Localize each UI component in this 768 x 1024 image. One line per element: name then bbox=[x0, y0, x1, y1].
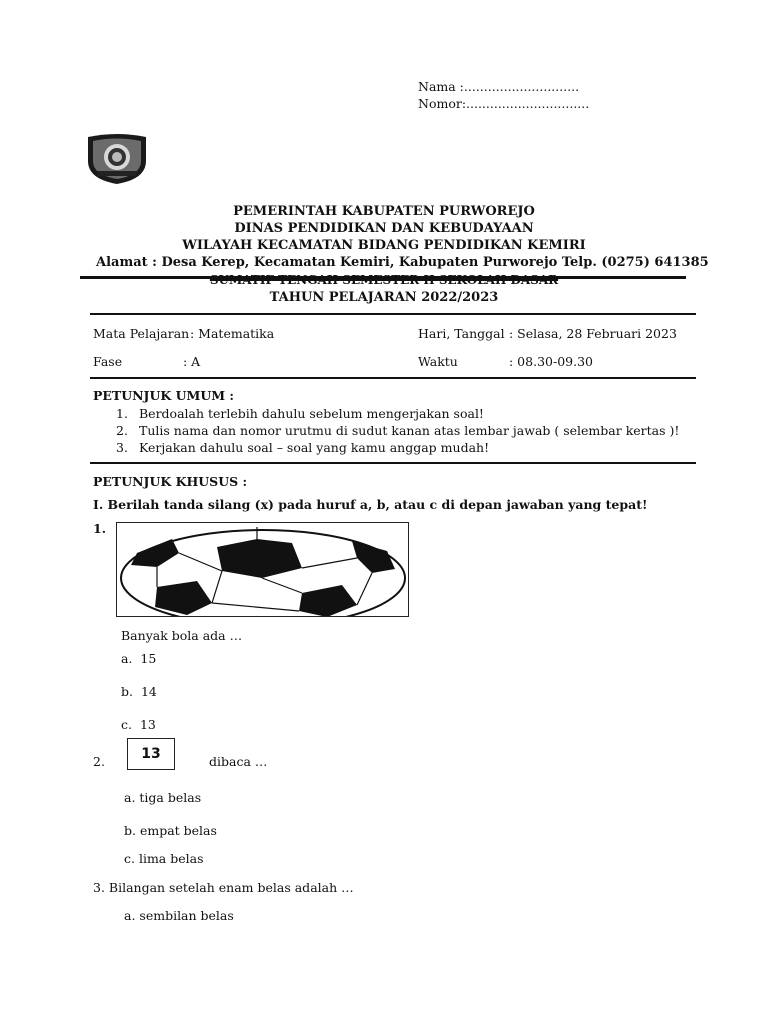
nomor-label: Nomor bbox=[418, 96, 462, 111]
q3-text: 3. Bilangan setelah enam belas adalah … bbox=[93, 880, 354, 895]
info-top-divider bbox=[90, 313, 696, 315]
petunjuk-umum-item-3: Kerjakan dahulu soal – soal yang kamu anggap mudah! bbox=[139, 440, 490, 455]
header-address: Alamat : Desa Kerep, Kecamatan Kemiri, Kabupaten Purworejo Telp. (0275) 641385 bbox=[96, 255, 709, 270]
header-line-2: DINAS PENDIDIKAN DAN KEBUDAYAAN bbox=[234, 221, 534, 236]
fase-value: : A bbox=[183, 354, 201, 369]
header-line-3: WILAYAH KECAMATAN BIDANG PENDIDIKAN KEMIRI bbox=[182, 238, 586, 253]
nomor-dots[interactable]: :............................... bbox=[461, 96, 590, 111]
q1-text: Banyak bola ada … bbox=[121, 628, 243, 643]
petunjuk-umum-num-1: 1. bbox=[116, 406, 128, 421]
q1-option-b-text: 14 bbox=[140, 684, 157, 699]
mapel-label: Mata Pelajaran bbox=[93, 326, 190, 341]
nama-label: Nama bbox=[418, 79, 456, 94]
nama-dots[interactable]: :............................. bbox=[455, 79, 580, 94]
q1-number: 1. bbox=[93, 521, 107, 536]
q1-option-a-text: 15 bbox=[140, 651, 157, 666]
petunjuk-khusus-title: PETUNJUK KHUSUS : bbox=[93, 474, 248, 489]
header-line-1: PEMERINTAH KABUPATEN PURWOREJO bbox=[233, 204, 535, 219]
q2-number: 2. bbox=[93, 754, 105, 769]
fase-label: Fase bbox=[93, 354, 123, 369]
q2-option-b[interactable]: b. empat belas bbox=[124, 823, 217, 838]
petunjuk-divider bbox=[90, 462, 696, 464]
q2-option-c[interactable]: c. lima belas bbox=[124, 851, 204, 866]
info-bottom-divider bbox=[90, 377, 696, 379]
soccer-ball-image bbox=[116, 522, 409, 617]
hari-label: Hari, Tanggal bbox=[418, 326, 505, 341]
mapel-value: : Matematika bbox=[190, 326, 275, 341]
petunjuk-umum-title: PETUNJUK UMUM : bbox=[93, 388, 235, 403]
q1-option-a-letter: a. bbox=[121, 651, 133, 666]
nomor-line bbox=[418, 96, 589, 111]
q2-text: dibaca … bbox=[209, 754, 268, 769]
q1-option-a[interactable] bbox=[121, 651, 156, 666]
petunjuk-umum-item-2: Tulis nama dan nomor urutmu di sudut kanan atas lembar jawab ( selembar kertas )! bbox=[139, 423, 680, 438]
petunjuk-umum-item-1: Berdoalah terlebih dahulu sebelum mengerjakan soal! bbox=[139, 406, 484, 421]
petunjuk-umum-num-2: 2. bbox=[116, 423, 128, 438]
waktu-value: : 08.30-09.30 bbox=[509, 354, 593, 369]
q1-option-c-letter: c. bbox=[121, 717, 132, 732]
q3-option-a[interactable]: a. sembilan belas bbox=[124, 908, 234, 923]
hari-value: : Selasa, 28 Februari 2023 bbox=[509, 326, 677, 341]
q1-option-b-letter: b. bbox=[121, 684, 133, 699]
q1-option-c-text: 13 bbox=[139, 717, 156, 732]
section-I-instruction: I. Berilah tanda silang (x) pada huruf a, b, atau c di depan jawaban yang tepat! bbox=[93, 497, 648, 512]
academic-year: TAHUN PELAJARAN 2022/2023 bbox=[269, 290, 499, 305]
waktu-label: Waktu bbox=[418, 354, 458, 369]
q2-option-a[interactable]: a. tiga belas bbox=[124, 790, 202, 805]
regency-emblem-icon bbox=[84, 131, 150, 185]
exam-title: SUMATIF TENGAH SEMESTER II SEKOLAH DASAR bbox=[209, 273, 559, 287]
q2-number-box: 13 bbox=[127, 738, 175, 770]
q1-option-b[interactable] bbox=[121, 684, 157, 699]
soccer-ball-icon bbox=[117, 523, 409, 617]
q1-option-c[interactable] bbox=[121, 717, 156, 732]
petunjuk-umum-num-3: 3. bbox=[116, 440, 128, 455]
nama-line bbox=[418, 79, 579, 94]
